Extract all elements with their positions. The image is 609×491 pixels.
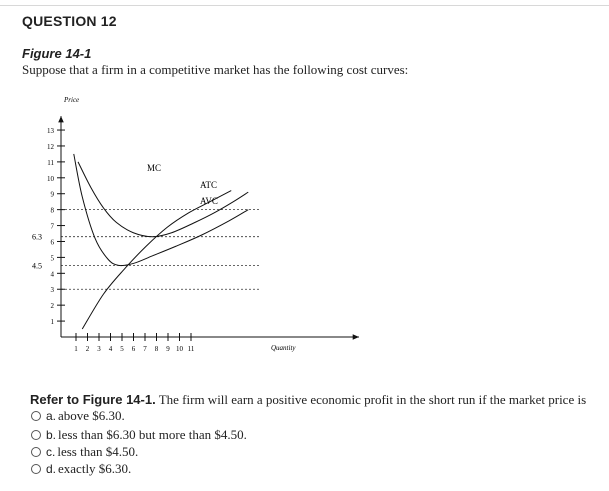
option-c-letter: c. xyxy=(46,445,56,459)
x-tick-label: 11 xyxy=(187,345,195,353)
y-tick-label: 6 xyxy=(50,238,54,247)
y-tick-label: 12 xyxy=(47,142,54,151)
x-axis-title: Quantity xyxy=(271,344,296,352)
x-tick-label: 6 xyxy=(131,345,136,353)
y-extra-label: 6.3 xyxy=(32,232,42,242)
y-tick-label: 2 xyxy=(50,302,54,311)
option-d[interactable] xyxy=(31,461,131,477)
option-a-text: above $6.30. xyxy=(58,408,125,423)
option-c[interactable] xyxy=(31,444,138,460)
radio-d-icon[interactable] xyxy=(31,464,41,474)
y-tick-label: 11 xyxy=(47,158,54,167)
radio-a-icon[interactable] xyxy=(31,411,41,421)
figure-description: Suppose that a firm in a competitive market has the following cost curves: xyxy=(22,62,409,77)
question-prompt-bold: Refer to Figure 14-1. xyxy=(30,392,156,407)
label-mc: MC xyxy=(147,163,162,173)
x-tick-label: 1 xyxy=(74,345,78,353)
y-extra-label: 4.5 xyxy=(32,261,42,271)
x-tick-label: 4 xyxy=(108,345,113,353)
y-tick-label: 7 xyxy=(50,222,54,231)
y-tick-label: 4 xyxy=(50,270,54,279)
option-d-text: exactly $6.30. xyxy=(58,461,132,476)
option-a-letter: a. xyxy=(46,409,57,423)
x-tick-label: 9 xyxy=(166,345,170,353)
y-tick-label: 8 xyxy=(50,206,54,215)
y-tick-label: 5 xyxy=(50,254,54,263)
option-b-letter: b. xyxy=(46,428,57,442)
y-tick-label: 10 xyxy=(47,174,54,183)
x-tick-label: 3 xyxy=(97,345,101,353)
y-tick-label: 9 xyxy=(50,190,54,199)
y-tick-label: 1 xyxy=(50,318,54,327)
x-tick-label: 8 xyxy=(154,345,159,353)
x-tick-label: 10 xyxy=(176,345,183,353)
x-tick-label: 5 xyxy=(120,345,124,353)
figure-title: Figure 14-1 xyxy=(22,46,92,61)
y-tick-label: 13 xyxy=(47,127,54,136)
option-b[interactable] xyxy=(31,427,247,443)
radio-b-icon[interactable] xyxy=(31,430,41,440)
question-title: QUESTION 12 xyxy=(22,13,117,29)
curve-atc xyxy=(78,162,248,237)
x-tick-label: 7 xyxy=(143,345,147,353)
label-avc: AVC xyxy=(200,196,218,206)
y-tick-label: 3 xyxy=(50,286,54,295)
label-atc: ATC xyxy=(200,180,218,190)
option-c-text: less than $4.50. xyxy=(57,444,139,459)
option-d-letter: d. xyxy=(46,462,57,476)
option-b-text: less than $6.30 but more than $4.50. xyxy=(58,427,247,442)
curve-mc xyxy=(82,191,231,330)
option-a[interactable] xyxy=(31,408,125,424)
y-axis-title: Price xyxy=(64,96,80,104)
question-prompt-text: The firm will earn a positive economic profit in the short run if the market price is xyxy=(155,392,587,407)
radio-c-icon[interactable] xyxy=(31,447,41,457)
x-tick-label: 2 xyxy=(85,345,90,353)
question-prompt xyxy=(30,392,586,408)
